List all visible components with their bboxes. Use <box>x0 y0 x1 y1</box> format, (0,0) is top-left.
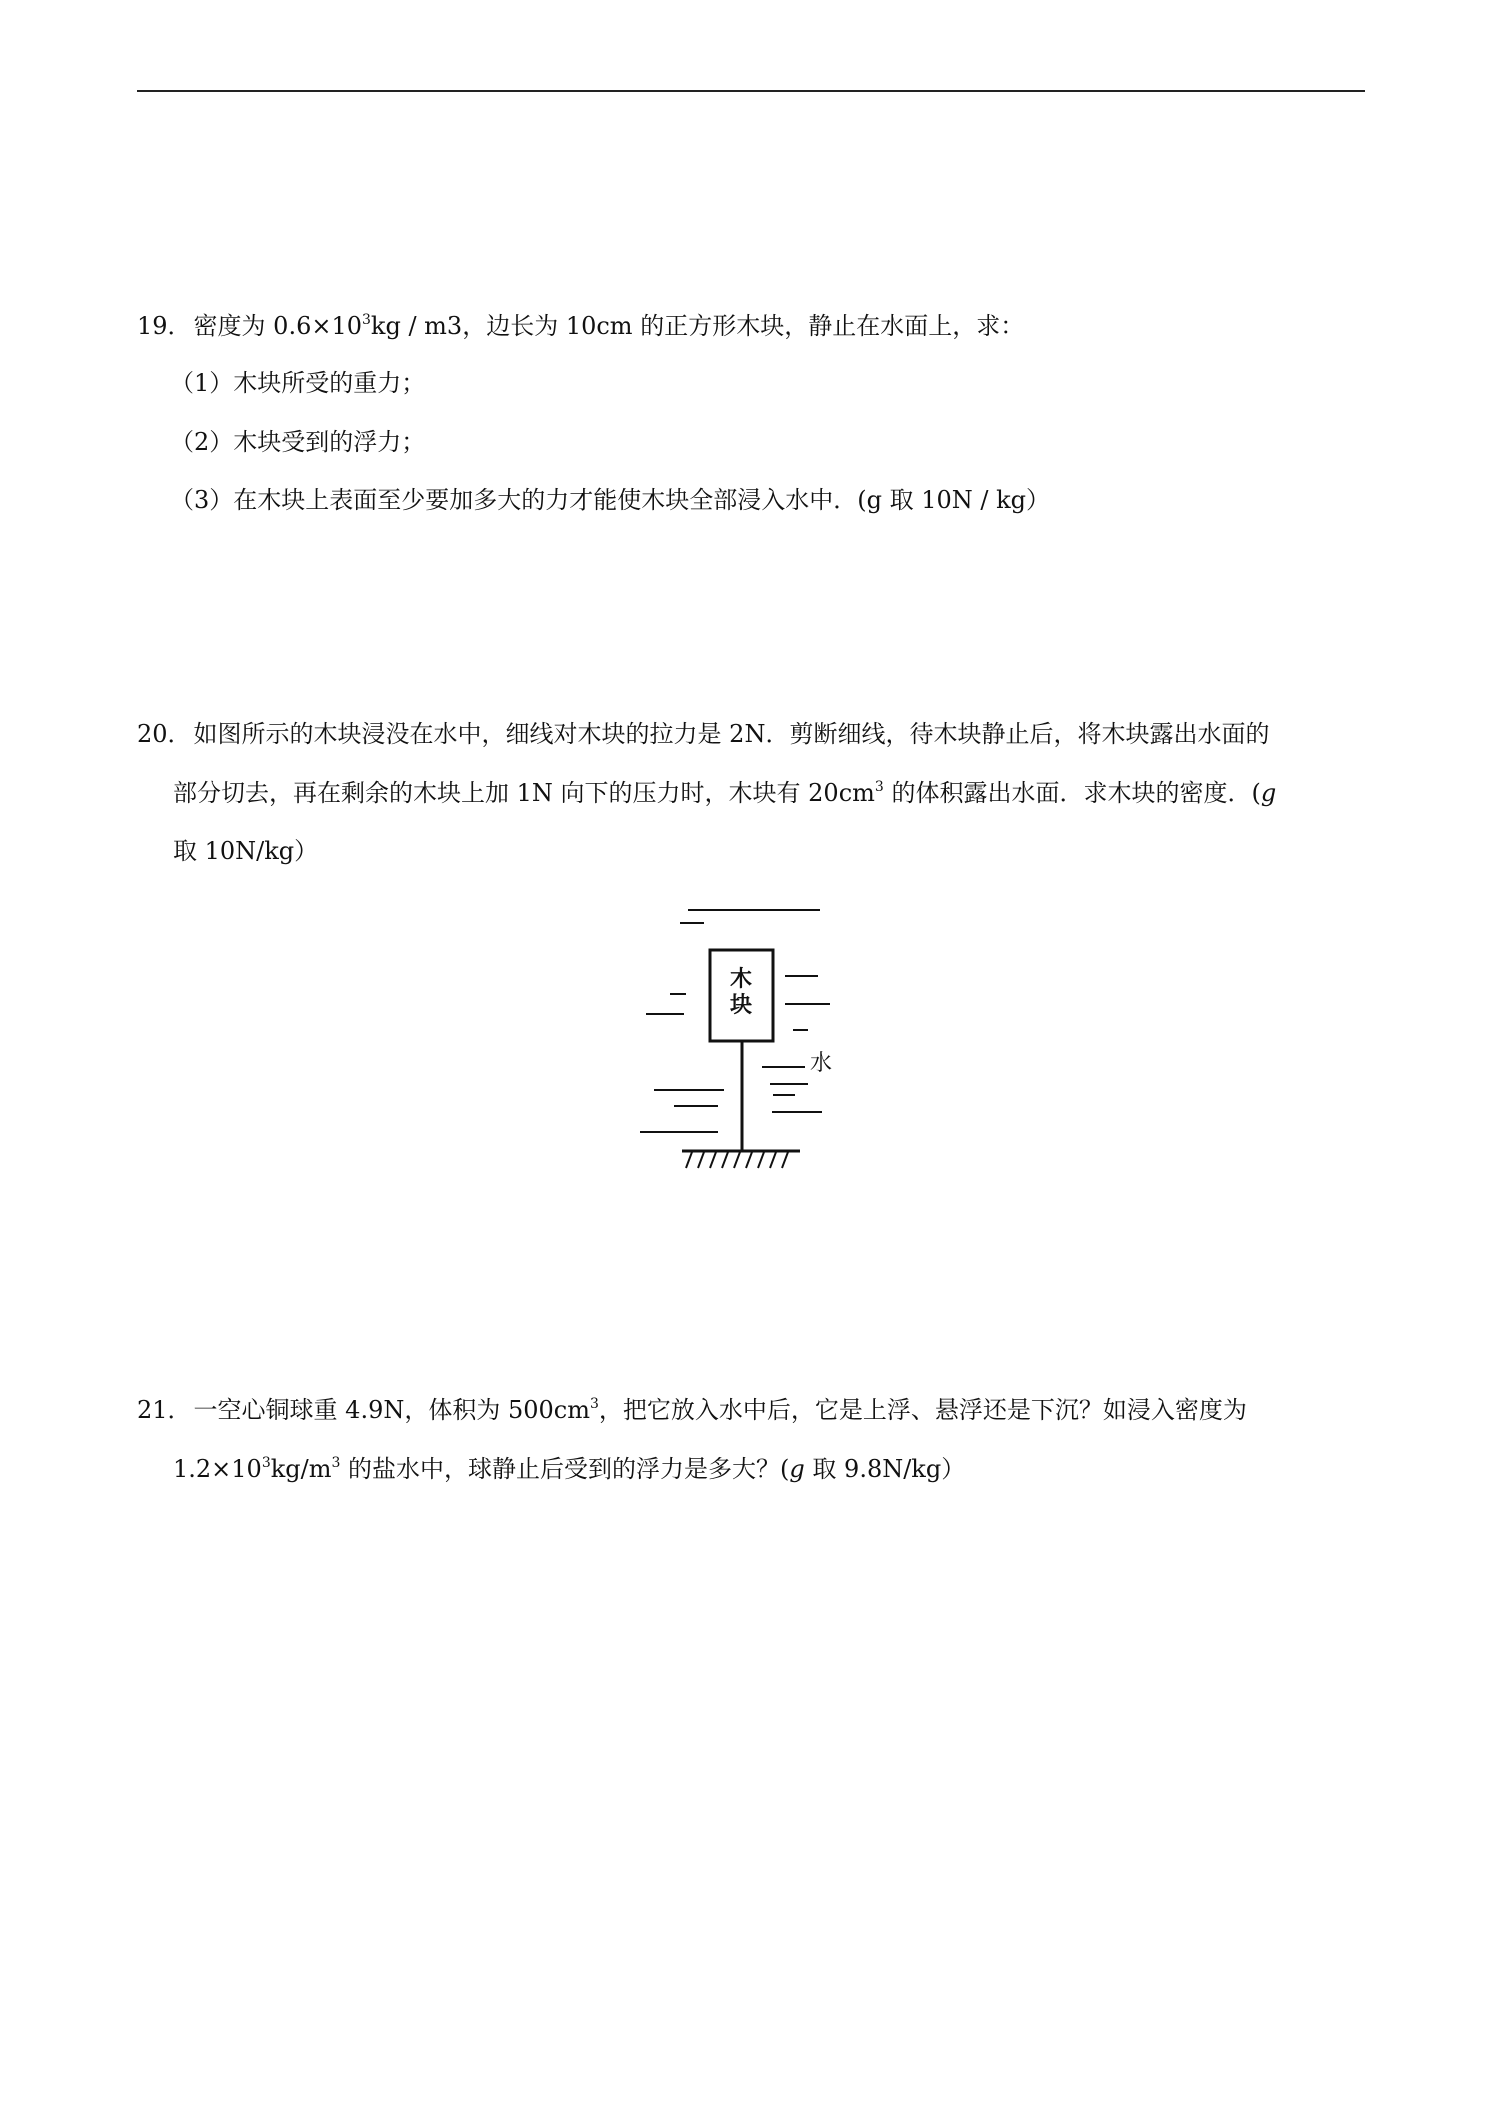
q21-line1-pre: 一空心铜球重 4.9N，体积为 500cm <box>193 1396 590 1424</box>
header-rule <box>137 90 1365 92</box>
q21-line1-post: ，把它放入水中后，它是上浮、悬浮还是下沉？如浸入密度为 <box>598 1396 1247 1424</box>
q21-number: 21． <box>137 1396 192 1424</box>
q20-line2-post: 的体积露出水面．求木块的密度．( <box>883 779 1261 807</box>
q19-sub2: （2）木块受到的浮力； <box>170 428 426 456</box>
water-label: 水 <box>810 1051 833 1076</box>
q20-line1-text: 如图所示的木块浸没在水中，细线对木块的拉力是 2N．剪断细线，待木块静止后，将木块露出水面的 <box>193 720 1270 748</box>
q20-line2 <box>173 776 1276 810</box>
q19-stem-sup: 3 <box>362 312 371 328</box>
q20-line3: 取 10N/kg） <box>173 837 319 865</box>
q21-line2-sup2: 3 <box>331 1455 341 1471</box>
q21-line2-d: 取 9.8N/kg） <box>804 1455 966 1483</box>
q19-stem-pre: 密度为 0.6×10 <box>193 312 362 340</box>
q21-line2-a: 1.2×10 <box>173 1455 262 1483</box>
block-label-2: 块 <box>730 993 753 1018</box>
q20-number: 20． <box>137 720 192 748</box>
q20-line1 <box>137 717 1269 751</box>
q21-line1-sup: 3 <box>589 1396 599 1412</box>
q19-number: 19． <box>137 312 192 340</box>
q19-sub3: （3）在木块上表面至少要加多大的力才能使木块全部浸入水中．(g 取 10N / kg） <box>170 486 1051 514</box>
block-label-1: 木 <box>730 967 753 992</box>
q21-line1 <box>137 1393 1247 1427</box>
q21-line2 <box>173 1452 965 1486</box>
q20-line2-sup: 3 <box>874 779 884 795</box>
figure-drawing <box>630 900 850 1180</box>
q20-line2-pre: 部分切去，再在剩余的木块上加 1N 向下的压力时，木块有 20cm <box>173 779 875 807</box>
q21-line2-g: g <box>789 1455 805 1483</box>
q21-line2-sup1: 3 <box>261 1455 271 1471</box>
ground-hatching <box>686 1152 788 1168</box>
q19-sub1: （1）木块所受的重力； <box>170 369 426 397</box>
q20-line2-g: g <box>1260 779 1277 807</box>
q19-stem-post: kg / m3，边长为 10cm 的正方形木块，静止在水面上，求： <box>370 312 1025 340</box>
q21-line2-c: 的盐水中，球静止后受到的浮力是多大？( <box>340 1455 790 1483</box>
q19-stem <box>137 309 1024 343</box>
q21-line2-b: kg/m <box>270 1455 332 1483</box>
wood-block-figure <box>630 900 850 1180</box>
